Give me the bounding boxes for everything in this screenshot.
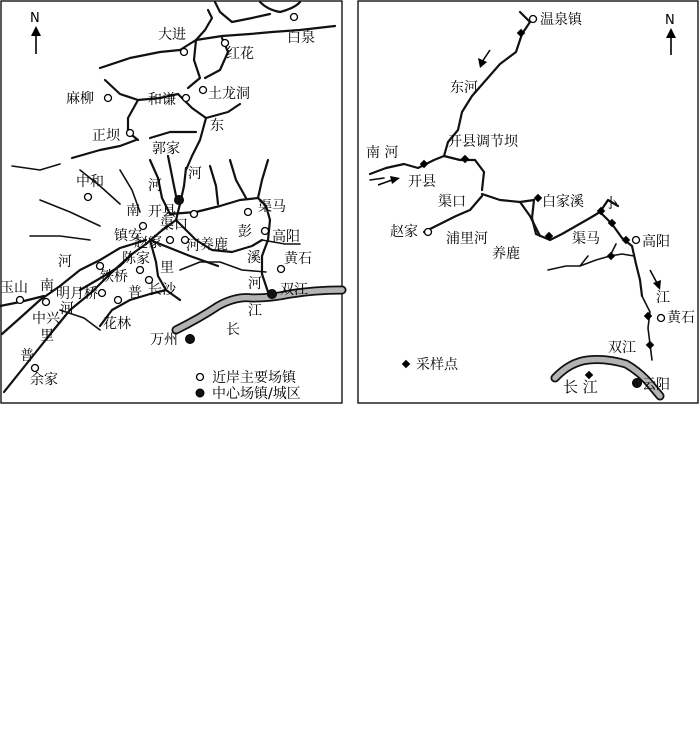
river-label-he-2: 河 <box>148 178 162 194</box>
river-label-jiang: 江 <box>248 303 262 319</box>
town-label-quma: 渠马 <box>258 199 286 215</box>
town-label-zhenan: 镇安 <box>114 228 142 244</box>
river-label-li-2: 里 <box>40 328 54 344</box>
town-marker-yushan <box>17 297 24 304</box>
river-label-pu-2: 普 <box>20 348 34 364</box>
town-label-yushan: 玉山 <box>0 280 28 296</box>
town-label-kaixian: 开县 <box>148 204 176 220</box>
north-arrow-right <box>665 13 676 55</box>
legend-diamond-label: 采样点 <box>416 357 458 373</box>
left-legend <box>196 369 301 402</box>
river-label-he-5: 河 <box>248 276 262 292</box>
town-marker-baiquan <box>291 14 298 21</box>
legend-filled-circle-label: 中心场镇/城区 <box>212 386 301 402</box>
town-label-zhongxing: 中兴 <box>32 311 60 327</box>
river-label-he-1: 河 <box>188 166 202 182</box>
label-gaoyang: 高阳 <box>642 234 670 250</box>
right-legend <box>402 356 459 373</box>
label-baijiaxi: 白家溪 <box>542 194 584 210</box>
town-marker-zhongxing <box>43 299 50 306</box>
town-marker-zhengba <box>127 130 134 137</box>
sampling-point-shuangjiang <box>646 341 654 349</box>
town-label-qukou: 渠口 <box>160 217 188 233</box>
label-qukou: 渠口 <box>438 194 466 210</box>
river-label-li-1: 里 <box>160 260 174 276</box>
town-label-chenjia: 陈家 <box>122 251 150 267</box>
town-marker-zhaojia <box>167 237 174 244</box>
town-label-zhonghe: 中和 <box>76 174 104 190</box>
label-quma: 渠马 <box>572 231 600 247</box>
label-yunyang: 云阳 <box>642 377 670 393</box>
town-marker-chenjia <box>137 267 144 274</box>
town-label-huangshi: 黄石 <box>284 251 312 267</box>
town-label-zhengba: 正坝 <box>92 128 120 144</box>
label-changjiang: 长 江 <box>563 378 598 396</box>
town-marker-dajin <box>181 49 188 56</box>
label-pulihe: 浦里河 <box>446 231 488 247</box>
label-kaixian-dam: 开县调节坝 <box>448 134 518 150</box>
town-marker-maliu <box>105 95 112 102</box>
river-label-nan-he: 河 <box>58 254 72 270</box>
town-marker-wenquan-r <box>530 16 537 23</box>
label-yanglu: 养鹿 <box>492 246 520 262</box>
town-marker-zhaojia-r <box>425 229 432 236</box>
legend-open-circle <box>197 374 204 381</box>
label-jiang: 江 <box>656 290 670 306</box>
label-huangshi: 黄石 <box>667 310 695 326</box>
legend-diamond <box>402 360 410 368</box>
town-marker-mingyueqiao <box>99 290 106 297</box>
town-label-zhaojia: 赵家 <box>134 235 162 251</box>
sampling-point-pengxi <box>607 252 615 260</box>
town-label-gaoyang: 高阳 <box>272 229 300 245</box>
river-label-nan-1: 南 <box>126 203 140 219</box>
river-label-xi: 溪 <box>247 250 261 266</box>
town-marker-wanzhou <box>186 335 195 344</box>
river-label-pu-1: 普 <box>128 285 142 301</box>
left-map <box>0 1 342 403</box>
town-label-tieqiao: 铁桥 <box>100 269 128 285</box>
town-label-yujia: 余家 <box>30 372 58 388</box>
town-label-tulongdong: 土龙洞 <box>208 86 250 102</box>
river-label-nan-2: 南 <box>40 278 54 294</box>
sampling-point-huangshi <box>644 312 652 320</box>
town-label-heqian: 和谦 <box>148 92 176 108</box>
right-labels <box>366 11 695 396</box>
label-shuangjiang: 双江 <box>608 340 636 356</box>
town-marker-gaoyang <box>262 228 269 235</box>
town-marker-shuangjiang <box>268 290 277 299</box>
town-label-honghua: 红花 <box>226 46 254 62</box>
legend-filled-circle <box>196 389 204 397</box>
town-marker-gaoyang-r <box>633 237 640 244</box>
right-map-frame <box>358 1 698 403</box>
town-label-baiquan: 白泉 <box>287 30 315 46</box>
town-marker-hualin <box>115 297 122 304</box>
river-label-chang: 长 <box>226 322 240 338</box>
town-marker-yunyang-r <box>633 379 642 388</box>
river-label-dong: 东 <box>210 118 224 134</box>
label-zhaojia: 赵家 <box>390 224 418 240</box>
town-label-guojia: 郭家 <box>152 141 180 157</box>
north-arrow-left <box>30 11 41 54</box>
sampling-point-kaixian-dam <box>461 155 469 163</box>
town-label-yanglu: 养鹿 <box>200 237 228 253</box>
sampling-point-baijiaxi <box>534 194 542 202</box>
label-donghe: 东河 <box>450 80 478 96</box>
north-label: N <box>30 11 40 26</box>
north-label-right: N <box>665 13 675 28</box>
town-marker-yujia <box>32 365 39 372</box>
town-marker-heqian <box>183 95 190 102</box>
town-marker-huangshi-r <box>658 315 665 322</box>
town-label-wanzhou: 万州 <box>150 332 178 348</box>
town-marker-quma <box>245 209 252 216</box>
label-wenquan: 温泉镇 <box>540 12 582 28</box>
town-label-changsha: 长沙 <box>148 282 176 298</box>
label-kaixian: 开县 <box>408 174 436 190</box>
river-label-he-3: 河 <box>186 238 200 254</box>
legend-open-circle-label: 近岸主要场镇 <box>212 370 296 386</box>
town-marker-tulongdong <box>200 87 207 94</box>
label-xiao: 小 <box>604 196 618 212</box>
town-label-shuangjiang: 双江 <box>280 282 308 298</box>
label-nanhe: 南 河 <box>366 145 399 161</box>
town-label-mingyueqiao: 明月桥 <box>56 286 98 302</box>
right-map <box>358 1 698 403</box>
town-label-dajin: 大进 <box>158 27 186 43</box>
river-label-peng: 彭 <box>238 224 252 240</box>
town-label-hualin: 花林 <box>103 316 131 332</box>
town-marker-zhonghe <box>85 194 92 201</box>
town-label-maliu: 麻柳 <box>66 91 94 107</box>
town-marker-qukou <box>191 211 198 218</box>
river-label-he-4: 河 <box>60 301 74 317</box>
